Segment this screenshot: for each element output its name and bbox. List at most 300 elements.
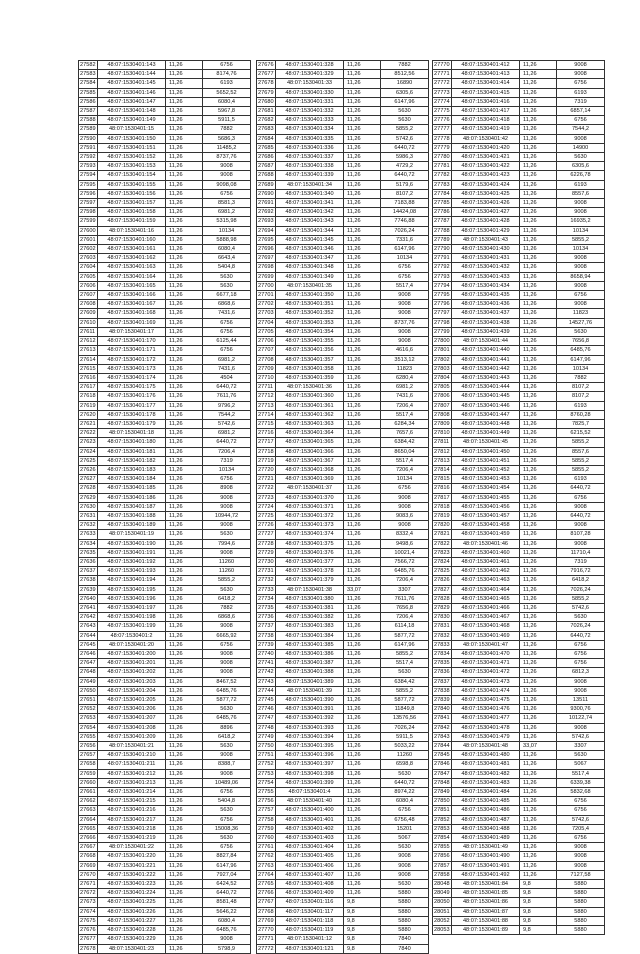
row-number-cell: 27678 (80, 945, 96, 952)
row-number-cell: 27591 (80, 144, 96, 151)
table-row (257, 788, 429, 797)
rate-cell: 11,26 (166, 907, 203, 916)
rate-cell: 11,26 (166, 585, 203, 594)
table-row (79, 815, 251, 824)
cadastral-number-cell: 48:07:1530401:35 (276, 281, 344, 290)
cadastral-number-cell: 48:07:1530401:2 (98, 631, 166, 640)
cadastral-number-cell: 48:07:1530401:482 (452, 769, 520, 778)
table-row (79, 143, 251, 152)
cadastral-number-cell: 48:07:1530401:343 (276, 217, 344, 226)
table-row (79, 373, 251, 382)
table-row (257, 447, 429, 456)
amount-cell: 13576,56 (381, 714, 429, 723)
table-row (79, 153, 251, 162)
cadastral-number-cell: 48:07:1530401:150 (98, 134, 166, 143)
cadastral-number-cell: 48:07:1530401:153 (98, 162, 166, 171)
amount-cell: 7544,2 (557, 125, 605, 134)
amount-cell: 5686,3 (203, 134, 251, 143)
table-row (257, 318, 429, 327)
table-row (433, 364, 605, 373)
row-number-cell: 27834 (434, 651, 450, 657)
amount-cell: 5630 (381, 880, 429, 889)
cadastral-number-cell: 48:07:1530401:464 (452, 585, 520, 594)
table-row (257, 465, 429, 474)
amount-cell: 8467,52 (203, 677, 251, 686)
cadastral-number-cell: 48:07:1530401:49 (452, 843, 520, 852)
cadastral-number-cell: 48:07:1530401:42 (452, 134, 520, 143)
row-number-cell: 27797 (434, 310, 450, 317)
row-number-cell: 27792 (434, 264, 450, 271)
row-number-cell: 27721 (258, 476, 274, 483)
table-row (257, 732, 429, 741)
row-number-cell: 27749 (258, 733, 274, 740)
amount-cell: 6868,6 (203, 300, 251, 309)
cadastral-number-cell: 48:07:1530401:17 (98, 327, 166, 336)
table-row (257, 557, 429, 566)
amount-cell: 11260 (203, 557, 251, 566)
rate-cell: 11,26 (344, 502, 381, 511)
table-row (257, 696, 429, 705)
row-number-cell: 27706 (258, 338, 274, 345)
rate-cell: 11,26 (520, 511, 557, 520)
amount-cell: 6812,3 (557, 668, 605, 677)
row-number-cell: 27837 (434, 678, 450, 685)
row-number-cell: 27798 (434, 319, 450, 326)
cadastral-number-cell: 48:07:1530401:143 (98, 61, 166, 70)
amount-cell: 6440,72 (381, 778, 429, 787)
amount-cell: 6665,92 (203, 631, 251, 640)
rate-cell: 11,26 (344, 410, 381, 419)
row-number-cell: 27759 (258, 825, 274, 832)
amount-cell: 6756 (203, 346, 251, 355)
rate-cell: 11,26 (166, 548, 203, 557)
rate-cell: 11,26 (166, 935, 203, 944)
amount-cell: 5888,98 (203, 235, 251, 244)
amount-cell: 6384,42 (381, 677, 429, 686)
rate-cell: 11,26 (520, 769, 557, 778)
table-row (79, 199, 251, 208)
cadastral-number-cell: 48:07:1530401:476 (452, 705, 520, 714)
amount-cell: 9008 (557, 134, 605, 143)
row-number-cell: 27796 (434, 301, 450, 308)
rate-cell: 11,26 (344, 217, 381, 226)
cadastral-number-cell: 48:07:1530401:22 (98, 843, 166, 852)
rate-cell: 11,26 (166, 880, 203, 889)
rate-cell: 11,26 (344, 475, 381, 484)
table-row (79, 852, 251, 861)
table-row (433, 650, 605, 659)
cadastral-number-cell: 48:07:1530401:175 (98, 383, 166, 392)
rate-cell: 11,26 (166, 576, 203, 585)
row-number-cell: 27819 (434, 512, 450, 519)
table-row (433, 107, 605, 116)
cadastral-number-cell: 48:07:1530401:119 (276, 926, 344, 935)
cadastral-number-cell: 48:07:1530401:426 (452, 199, 520, 208)
rate-cell: 11,26 (520, 714, 557, 723)
row-number-cell: 27782 (434, 172, 450, 179)
amount-cell: 11823 (557, 309, 605, 318)
row-number-cell: 28050 (434, 899, 450, 906)
rate-cell: 11,26 (344, 742, 381, 751)
row-number-cell: 27808 (434, 411, 450, 418)
amount-cell: 5630 (381, 116, 429, 125)
cadastral-number-cell: 48:07:1530401:377 (276, 557, 344, 566)
cadastral-number-cell: 48:07:1530401:397 (276, 760, 344, 769)
cadastral-number-cell: 48:07:1530401:164 (98, 272, 166, 281)
cadastral-number-cell: 48:07:1530401:441 (452, 355, 520, 364)
row-number-cell: 27704 (258, 319, 274, 326)
amount-cell: 5630 (381, 107, 429, 116)
table-row (433, 834, 605, 843)
cadastral-number-cell: 48:07:1530401:157 (98, 199, 166, 208)
rate-cell: 11,26 (520, 751, 557, 760)
row-number-cell: 27727 (258, 531, 274, 538)
rate-cell: 11,26 (166, 475, 203, 484)
row-number-cell: 27793 (434, 273, 450, 280)
cadastral-number-cell: 48:07:1530401:226 (98, 907, 166, 916)
cadastral-number-cell: 48:07:1530401:47 (452, 640, 520, 649)
cadastral-number-cell: 48:07:1530401:329 (276, 70, 344, 79)
table-row (257, 824, 429, 833)
table-row (79, 364, 251, 373)
cadastral-number-cell: 48:07:1530401:177 (98, 401, 166, 410)
rate-cell: 11,26 (520, 585, 557, 594)
row-number-cell: 27731 (258, 568, 274, 575)
row-number-cell: 27639 (80, 586, 96, 593)
row-number-cell: 27833 (434, 641, 450, 648)
amount-cell: 6080,4 (203, 97, 251, 106)
table-row (79, 318, 251, 327)
table-row (79, 834, 251, 843)
table-row (433, 714, 605, 723)
rate-cell: 11,26 (520, 309, 557, 318)
row-number-cell: 27769 (258, 917, 274, 924)
cadastral-number-cell: 48:07:1530401:467 (452, 613, 520, 622)
row-number-cell: 27621 (80, 420, 96, 427)
rate-cell: 11,26 (166, 272, 203, 281)
row-number-cell: 27615 (80, 365, 96, 372)
table-row (433, 189, 605, 198)
row-number-cell: 27672 (80, 890, 96, 897)
rate-cell: 11,26 (520, 153, 557, 162)
row-number-cell: 27794 (434, 282, 450, 289)
rate-cell: 11,26 (166, 327, 203, 336)
row-number-cell: 27655 (80, 733, 96, 740)
amount-cell: 6485,76 (203, 714, 251, 723)
table-row (257, 870, 429, 879)
amount-cell: 7319 (203, 456, 251, 465)
table-row (257, 576, 429, 585)
row-number-cell: 27711 (257, 383, 276, 392)
row-number-cell: 27624 (80, 448, 96, 455)
amount-cell: 7882 (203, 603, 251, 612)
row-number-cell: 27726 (258, 522, 274, 529)
table-row (433, 447, 605, 456)
row-number-cell: 27783 (434, 181, 450, 188)
cadastral-number-cell: 48:07:1530401:187 (98, 502, 166, 511)
rate-cell: 11,26 (166, 824, 203, 833)
row-number-cell: 27716 (258, 430, 274, 437)
rate-cell: 11,26 (166, 502, 203, 511)
cadastral-number-cell: 48:07:1530401:437 (452, 309, 520, 318)
row-number-cell: 27850 (434, 798, 450, 805)
cadastral-number-cell: 48:07:1530401:212 (98, 769, 166, 778)
table-row (433, 788, 605, 797)
rate-cell: 11,26 (520, 392, 557, 401)
cadastral-number-cell: 48:07:1530401:418 (452, 116, 520, 125)
table-row (257, 217, 429, 226)
row-number-cell: 27822 (434, 540, 450, 547)
row-number-cell: 27807 (434, 402, 450, 409)
cadastral-number-cell: 48:07:1530401:183 (98, 465, 166, 474)
amount-cell: 6756 (557, 640, 605, 649)
amount-cell: 5832,68 (557, 788, 605, 797)
rate-cell: 11,26 (344, 180, 381, 189)
table-row (79, 806, 251, 815)
table-row (433, 585, 605, 594)
rate-cell: 11,26 (344, 97, 381, 106)
row-number-cell: 27664 (80, 816, 96, 823)
rate-cell: 11,26 (520, 732, 557, 741)
row-number-cell: 27835 (434, 660, 450, 667)
table-row (433, 61, 605, 70)
rate-cell: 11,26 (166, 162, 203, 171)
amount-cell: 6598,8 (381, 760, 429, 769)
row-number-cell: 27854 (434, 835, 450, 842)
rate-cell: 11,26 (166, 650, 203, 659)
amount-cell: 6226,78 (557, 171, 605, 180)
cadastral-number-cell: 48:07:1530401:331 (276, 97, 344, 106)
table-row (79, 291, 251, 300)
table-row (79, 401, 251, 410)
amount-cell: 11823 (381, 364, 429, 373)
amount-cell: 6080,4 (203, 916, 251, 925)
table-row (257, 143, 429, 152)
rate-cell: 11,26 (344, 199, 381, 208)
row-number-cell: 27809 (434, 420, 450, 427)
amount-cell: 5742,6 (381, 134, 429, 143)
amount-cell: 5855,2 (557, 456, 605, 465)
amount-cell: 6981,2 (381, 383, 429, 392)
rate-cell: 11,26 (166, 686, 203, 695)
rate-cell: 11,26 (166, 355, 203, 364)
amount-cell: 10134 (203, 226, 251, 235)
table-row (79, 760, 251, 769)
amount-cell: 5630 (557, 153, 605, 162)
cadastral-number-cell: 48:07:1530401:357 (276, 355, 344, 364)
cadastral-number-cell: 48:07:1530401:422 (452, 162, 520, 171)
rate-cell: 11,26 (344, 254, 381, 263)
amount-cell: 6756 (557, 834, 605, 843)
row-number-cell: 27661 (80, 789, 96, 796)
table-row (257, 254, 429, 263)
rate-cell: 11,26 (166, 226, 203, 235)
cadastral-number-cell: 48:07:1530401:88 (452, 916, 520, 925)
table-row (433, 392, 605, 401)
cadastral-number-cell: 48:07:1530401:449 (452, 429, 520, 438)
table-row (79, 898, 251, 907)
cadastral-number-cell: 48:07:1530401:342 (276, 208, 344, 217)
rate-cell: 11,26 (166, 659, 203, 668)
cadastral-number-cell: 48:07:1530401:84 (452, 880, 520, 889)
row-number-cell: 27595 (80, 181, 96, 188)
rate-cell: 11,26 (344, 61, 381, 70)
rate-cell: 11,26 (166, 291, 203, 300)
amount-cell: 7825,7 (557, 419, 605, 428)
table-row (257, 686, 429, 695)
rate-cell: 9,8 (520, 880, 557, 889)
row-number-cell: 27840 (434, 706, 450, 713)
rate-cell: 11,26 (344, 419, 381, 428)
table-row (257, 594, 429, 603)
table-row (257, 861, 429, 870)
table-row (433, 824, 605, 833)
cadastral-number-cell: 48:07:1530401:181 (98, 447, 166, 456)
cadastral-number-cell: 48:07:1530401:336 (276, 143, 344, 152)
rate-cell: 11,26 (344, 668, 381, 677)
rate-cell: 11,26 (344, 143, 381, 152)
row-number-cell: 27778 (434, 135, 450, 142)
row-number-cell: 27717 (258, 439, 274, 446)
cadastral-number-cell: 48:07:1530401:406 (276, 861, 344, 870)
amount-cell: 6440,72 (203, 383, 251, 392)
amount-cell: 6756 (203, 815, 251, 824)
rate-cell: 11,26 (166, 410, 203, 419)
table-row (79, 548, 251, 557)
cadastral-number-cell: 48:07:1530401:455 (452, 493, 520, 502)
row-number-cell: 28052 (434, 917, 450, 924)
rate-cell: 11,26 (520, 576, 557, 585)
table-row (79, 281, 251, 290)
amount-cell: 7127,58 (557, 870, 605, 879)
rate-cell: 11,26 (344, 346, 381, 355)
amount-cell: 8974,22 (381, 788, 429, 797)
amount-cell: 10122,74 (557, 714, 605, 723)
cadastral-number-cell: 48:07:1530401:154 (98, 171, 166, 180)
amount-cell: 7331,6 (381, 235, 429, 244)
rate-cell: 11,26 (520, 567, 557, 576)
amount-cell: 5880 (381, 916, 429, 925)
rate-cell: 11,26 (344, 539, 381, 548)
row-number-cell: 27585 (80, 89, 96, 96)
cadastral-number-cell: 48:07:1530401:472 (452, 668, 520, 677)
amount-cell: 7656,8 (381, 603, 429, 612)
table-row (79, 778, 251, 787)
cadastral-number-cell: 48:07:1530401:219 (98, 834, 166, 843)
rate-cell: 11,26 (166, 898, 203, 907)
cadastral-number-cell: 48:07:1530401:435 (452, 291, 520, 300)
rate-cell: 11,26 (166, 392, 203, 401)
rate-cell: 11,26 (344, 603, 381, 612)
rate-cell: 11,26 (344, 281, 381, 290)
cadastral-number-cell: 48:07:1530401:186 (98, 493, 166, 502)
row-number-cell: 27760 (258, 835, 274, 842)
rate-cell: 11,26 (344, 337, 381, 346)
row-number-cell: 27823 (434, 549, 450, 556)
cadastral-number-cell: 48:07:1530401:352 (276, 309, 344, 318)
row-number-cell: 27684 (258, 135, 274, 142)
cadastral-number-cell: 48:07:1530401:202 (98, 668, 166, 677)
row-number-cell: 27844 (434, 743, 450, 750)
table-row (433, 465, 605, 474)
amount-cell: 9008 (381, 870, 429, 879)
row-number-cell: 27650 (80, 687, 96, 694)
row-number-cell: 27692 (258, 209, 274, 216)
rate-cell: 11,26 (344, 760, 381, 769)
cadastral-number-cell: 48:07:1530401:23 (98, 944, 166, 953)
row-number-cell: 27701 (258, 292, 274, 299)
cadastral-number-cell: 48:07:1530401:178 (98, 410, 166, 419)
row-number-cell: 27677 (258, 71, 274, 78)
row-number-cell: 27735 (258, 604, 274, 611)
row-number-cell: 27757 (258, 807, 274, 814)
amount-cell: 6339,38 (557, 778, 605, 787)
row-number-cell: 27733 (258, 586, 274, 593)
cadastral-number-cell: 48:07:1530401:379 (276, 576, 344, 585)
rate-cell: 11,26 (520, 677, 557, 686)
cadastral-number-cell: 48:07:1530401:38 (276, 585, 344, 594)
table-row (433, 631, 605, 640)
table-row (257, 171, 429, 180)
row-number-cell: 27680 (258, 98, 274, 105)
table-row (433, 797, 605, 806)
amount-cell: 5877,72 (381, 696, 429, 705)
rate-cell: 11,26 (520, 631, 557, 640)
amount-cell: 6440,72 (557, 631, 605, 640)
rate-cell: 11,26 (344, 383, 381, 392)
row-number-cell: 28049 (434, 890, 450, 897)
rate-cell: 11,26 (520, 125, 557, 134)
cadastral-number-cell: 48:07:1530401:458 (452, 521, 520, 530)
table-row (257, 97, 429, 106)
row-number-cell: 27647 (80, 660, 96, 667)
row-number-cell: 27667 (80, 844, 96, 851)
rate-cell: 11,26 (344, 171, 381, 180)
table-row (79, 245, 251, 254)
amount-cell: 6440,72 (557, 484, 605, 493)
row-number-cell: 27702 (258, 301, 274, 308)
amount-cell: 9008 (381, 309, 429, 318)
table-row (79, 493, 251, 502)
cadastral-number-cell: 48:07:1530401:483 (452, 778, 520, 787)
rate-cell: 11,26 (166, 557, 203, 566)
cadastral-number-cell: 48:07:1530401:340 (276, 189, 344, 198)
amount-cell: 8737,76 (381, 318, 429, 327)
amount-cell: 6440,72 (381, 143, 429, 152)
amount-cell: 5855,2 (557, 438, 605, 447)
row-number-cell: 27652 (80, 706, 96, 713)
amount-cell: 9008 (381, 291, 429, 300)
cadastral-number-cell: 48:07:1530401:456 (452, 502, 520, 511)
rate-cell: 9,8 (520, 916, 557, 925)
amount-cell: 9008 (557, 208, 605, 217)
rate-cell: 11,26 (344, 613, 381, 622)
cadastral-number-cell: 48:07:1530401:87 (452, 907, 520, 916)
table-row (433, 281, 605, 290)
rate-cell: 11,26 (166, 263, 203, 272)
rate-cell: 33,07 (344, 585, 381, 594)
rate-cell: 11,26 (166, 208, 203, 217)
rate-cell: 9,8 (344, 916, 381, 925)
amount-cell: 9008 (203, 659, 251, 668)
cadastral-number-cell: 48:07:1530401:394 (276, 732, 344, 741)
amount-cell: 5967,8 (203, 107, 251, 116)
table-row (433, 916, 605, 925)
table-row (433, 557, 605, 566)
row-number-cell: 27734 (258, 595, 274, 602)
row-number-cell: 27663 (80, 807, 96, 814)
cadastral-number-cell: 48:07:1530401:348 (276, 263, 344, 272)
